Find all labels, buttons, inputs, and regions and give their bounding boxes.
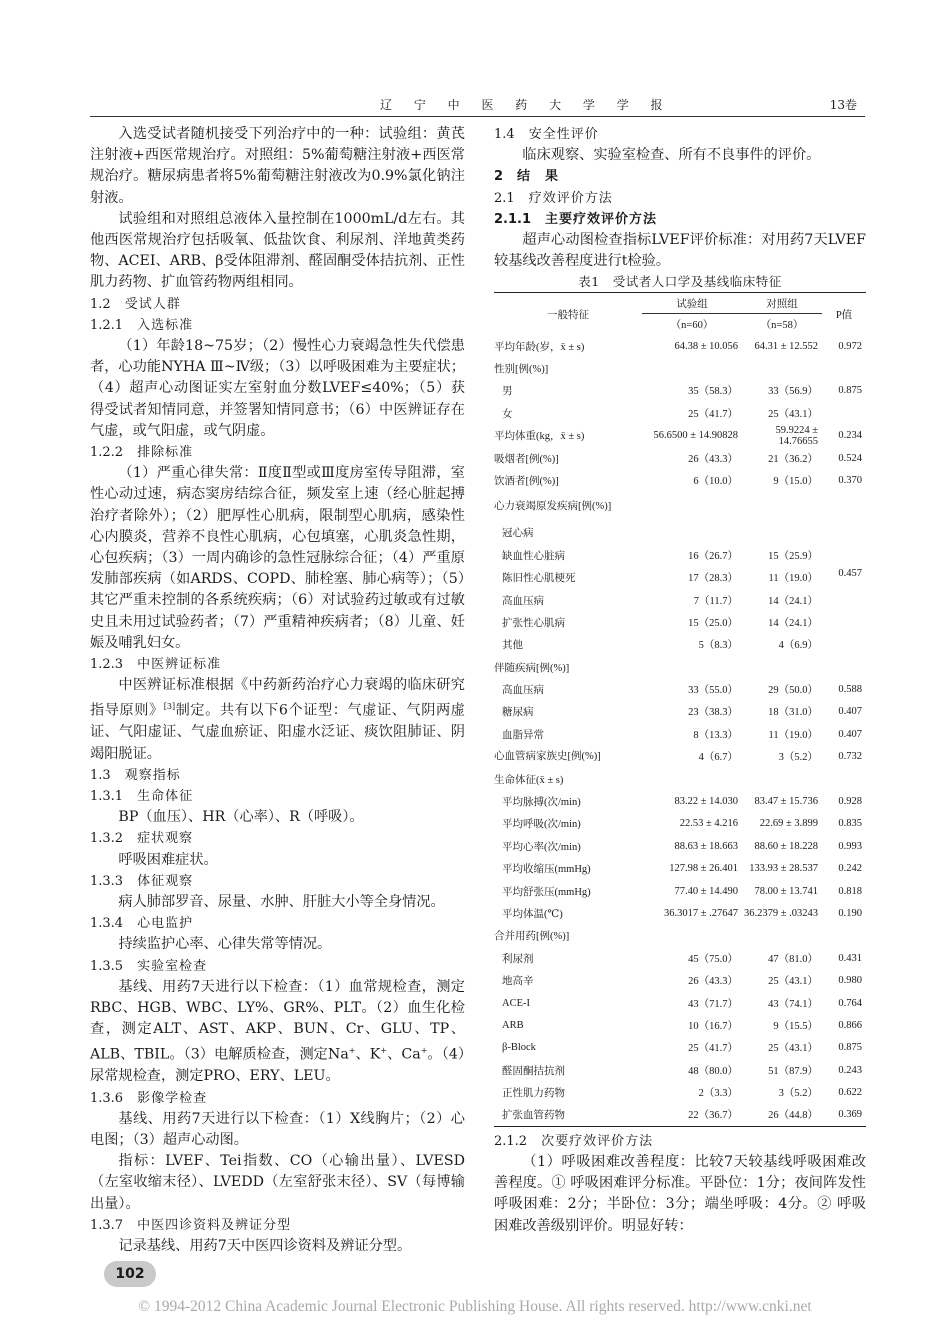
table-row	[494, 925, 866, 947]
table-cell-p: 0.457	[838, 568, 862, 580]
table-cell-g2: 33（56.9）	[768, 386, 818, 398]
table-row	[494, 768, 866, 790]
table-cell-label: 扩张性心肌病	[502, 617, 565, 629]
table-cell-g1: 2（3.3）	[698, 1088, 738, 1100]
table-row	[494, 790, 866, 812]
table-row	[494, 402, 866, 424]
table-cell-label: 心血管病家族史[例(%)]	[494, 751, 601, 763]
paragraph-secondary-efficacy: （1）呼吸困难改善程度：比较7天较基线呼吸困难改善程度。① 呼吸困难评分标准。平卧位：1分；夜间阵发性呼吸困难：2分；半卧位：3分；端坐呼吸：4分。② 呼吸困难改善级别评价。明显好转：	[494, 1153, 866, 1234]
paragraph-exclusion: （1）严重心律失常：Ⅱ度Ⅱ型或Ⅲ度房室传导阻滞，室性心动过速，病态窦房结综合征，频发室上速（经心脏起搏治疗者除外）；（2）肥厚性心肌病，限制型心肌病，感染性心内膜炎，营养不良性心肌病，心包填塞，心肌炎急性期，心包疾病；（3）一周内确诊的急性冠脉综合征；（4）严重原发肺部疾病（如ARDS、COPD、肺栓塞、肺心病等）；（5）其它严重未控制的各系统疾病；（6）对试验药过敏或有过敏史且未用过试验药者；（7）严重精神疾病者；（8）儿童、妊娠及哺乳妇女。	[90, 465, 465, 651]
table-cell-g1	[642, 768, 742, 790]
table-row	[494, 335, 866, 357]
table-cell-label: 扩张血管药物	[494, 1104, 642, 1126]
table-row	[494, 447, 866, 469]
table-cell-g1: 26（43.3）	[688, 453, 738, 465]
paragraph-safety: 临床观察、实验室检查、所有不良事件的评价。	[522, 147, 821, 164]
table-row	[494, 589, 866, 611]
paragraph-fluid: 试验组和对照组总液体入量控制在1000mL/d左右。其他西医常规治疗包括吸氧、低盐饮食、利尿剂、洋地黄类药物、ACEI、ARB、β受体阻滞剂、醛固酮受体拮抗剂、正性肌力药物、扩血管药物两组相同。	[90, 210, 465, 291]
table-cell-p: 0.234	[838, 430, 862, 442]
table-cell-g2: 3（5.2）	[778, 1088, 818, 1100]
baseline-characteristics-table	[494, 292, 866, 1126]
table-row	[494, 544, 866, 566]
table-row	[494, 611, 866, 633]
table-cell-g2: 21（36.2）	[768, 453, 818, 465]
table-cell-p: 0.407	[838, 706, 862, 718]
table-row	[494, 902, 866, 924]
table-row	[494, 1014, 866, 1036]
table-cell-g2: 25（43.1）	[768, 976, 818, 988]
table-cell-g2: 64.31 ± 12.552	[754, 340, 818, 352]
table-cell-label: 吸烟者[例(%)]	[494, 453, 559, 465]
section-heading-1-3: 1.3 观察指标	[90, 767, 181, 783]
table-cell-label: 血脂异常	[502, 729, 544, 741]
table-row	[494, 992, 866, 1014]
volume-label: 13卷	[829, 98, 857, 112]
table-cell-g2: 133.93 ± 28.537	[749, 863, 818, 875]
paragraph-lab: 基线、用药7天进行以下检查：（1）血常规检查，测定RBC、HGB、WBC、LY%、GR%、PLT。（2）血生化检查，测定ALT、AST、AKP、BUN、Cr、GLU、TP、ALB、TBIL。（3）电解质检查，测定Na+、K+、Ca+。（4）尿常规检查，测定PRO、ERY、LEU。	[90, 978, 465, 1085]
table-cell-g1: 25（41.7）	[688, 408, 738, 420]
table-cell-g1: 43（71.7）	[688, 998, 738, 1010]
table-row	[494, 678, 866, 700]
table-cell-label: 平均呼吸(次/min)	[502, 819, 581, 831]
table-cell-label: 陈旧性心肌梗死	[502, 573, 576, 585]
table-cell-g1	[642, 357, 742, 379]
table-cell-g1	[642, 656, 742, 678]
left-column	[90, 124, 465, 1257]
table-row	[494, 858, 866, 880]
table-cell-p: 0.972	[838, 340, 862, 352]
table-cell-p: 0.370	[838, 474, 862, 486]
table-cell-g1: 22（36.7）	[642, 1104, 742, 1126]
table-cell-label: 平均体温(℃)	[502, 908, 563, 920]
table-row	[494, 469, 866, 491]
table-cell-label: 正性肌力药物	[502, 1088, 565, 1100]
table-cell-p: 0.764	[838, 997, 862, 1009]
table-cell-g1: 7（11.7）	[693, 595, 738, 607]
table-cell-g2: 14（24.1）	[768, 595, 818, 607]
table-cell-p: 0.980	[838, 975, 862, 987]
table-row	[494, 880, 866, 902]
table-cell-g2: 14（24.1）	[768, 617, 818, 629]
table-cell-g1: 25（41.7）	[688, 1043, 738, 1055]
section-heading-1-3-1: 1.3.1 生命体征	[90, 789, 194, 805]
table-cell-g1: 23（38.3）	[688, 707, 738, 719]
section-heading-1-2-2: 1.2.2 排除标准	[90, 445, 194, 461]
table-header-characteristic: 一般特征	[494, 293, 642, 335]
table-cell-g1: 36.3017 ± .27647	[663, 907, 738, 919]
table-header-n-trial: （n=60）	[670, 320, 714, 332]
table-cell-p	[822, 925, 866, 947]
table-cell-g2: 83.47 ± 15.736	[754, 796, 818, 808]
table-cell-g1: 15（25.0）	[688, 617, 738, 629]
table-cell-label: 平均年龄(岁，x̄ ± s)	[494, 341, 585, 353]
section-heading-1-3-4: 1.3.4 心电监护	[90, 916, 194, 932]
table-cell-g1: 35（58.3）	[688, 386, 738, 398]
section-heading-1-3-3: 1.3.3 体征观察	[90, 873, 194, 889]
table-cell-label: 其他	[502, 640, 523, 652]
table-cell-g2: 9（15.5）	[773, 1020, 818, 1032]
table-cell-label: 平均脉搏(次/min)	[502, 797, 581, 809]
table-header-control-group: 对照组	[742, 293, 822, 314]
table-cell-label: 生命体征(x̄ ± s)	[494, 774, 564, 786]
table-header-n-control: （n=58）	[760, 320, 804, 332]
table-row	[494, 947, 866, 969]
table-cell-p: 0.993	[838, 840, 862, 852]
table-cell-g1: 56.6500 ± 14.90828	[653, 430, 738, 442]
table-cell-label: 男	[502, 386, 513, 398]
table-cell-g1: 64.38 ± 10.056	[674, 340, 738, 352]
table-row	[494, 522, 866, 544]
header-rule	[90, 116, 865, 117]
copyright-footer: © 1994-2012 China Academic Journal Electronic Publishing House. All rights reserved. http://www.cnki.net	[138, 1298, 812, 1315]
table-cell-g1: 16（26.7）	[688, 550, 738, 562]
table-cell-label: 女	[502, 408, 513, 420]
table-cell-p: 0.588	[838, 684, 862, 696]
table-row	[494, 357, 866, 379]
section-heading-2-1: 2.1 疗效评价方法	[494, 190, 613, 206]
table-cell-g2: 88.60 ± 18.228	[754, 840, 818, 852]
paragraph-indices: 指标：LVEF、Tei指数、CO（心输出量）、LVESD（左室收缩末径）、LVEDD（左室舒张末径）、SV（每博输出量）。	[90, 1153, 465, 1212]
paragraph-symptom: 呼吸困难症状。	[118, 851, 218, 868]
table-cell-p: 0.242	[838, 863, 862, 875]
table-cell-p: 0.732	[838, 751, 862, 763]
table-cell-label: 性别[例(%)]	[494, 364, 549, 375]
table-cell-g2: 25（43.1）	[768, 408, 818, 420]
page-number: 102	[104, 1261, 156, 1287]
paragraph-tcm-criteria: 中医辨证标准根据《中药新药治疗心力衰竭的临床研究指导原则》[3]制定。共有以下6个证型：气虚证、气阴两虚证、气阳虚证、气虚血瘀证、阳虚水泛证、痰饮阻肺证、阴竭阳脱证。	[90, 677, 465, 762]
table-cell-g2: 11（19.0）	[768, 573, 818, 585]
table-cell-p: 0.835	[838, 818, 862, 830]
table-row	[494, 1059, 866, 1081]
section-heading-1-3-5: 1.3.5 实验室检查	[90, 958, 208, 974]
table-row	[494, 969, 866, 991]
table-cell-p: 0.369	[822, 1104, 866, 1126]
table-caption: 表1 受试者人口学及基线临床特征	[578, 274, 782, 290]
table-cell-label: ARB	[502, 1019, 524, 1031]
table-cell-p: 0.622	[838, 1087, 862, 1099]
table-header-trial-group: 试验组	[642, 293, 742, 314]
section-heading-2-1-2: 2.1.2 次要疗效评价方法	[494, 1133, 654, 1149]
table-cell-g1: 88.63 ± 18.663	[674, 840, 738, 852]
table-row	[494, 1104, 866, 1126]
table-cell-g1: 4（6.7）	[698, 752, 738, 764]
table-cell-g2	[742, 925, 822, 947]
table-cell-label: ACE-I	[502, 997, 530, 1009]
citation-ref: [3]	[163, 702, 176, 712]
table-cell-label: 高血压病	[502, 685, 544, 697]
paragraph-treatment: 入选受试者随机接受下列治疗中的一种：试验组：黄芪注射液+西医常规治疗。对照组：5%葡萄糖注射液+西医常规治疗。糖尿病患者将5%葡萄糖注射液改为0.9%氯化钠注射液。	[90, 126, 465, 206]
table-cell-g1: 6（10.0）	[693, 475, 738, 487]
table-cell-label: β-Block	[502, 1042, 536, 1054]
section-heading-1-2-1: 1.2.1 入选标准	[90, 317, 194, 333]
table-row	[494, 380, 866, 402]
table-cell-g2: 26（44.8）	[742, 1104, 822, 1126]
table-row	[494, 813, 866, 835]
paragraph-inclusion: （1）年龄18~75岁；（2）慢性心力衰竭急性失代偿患者，心功能NYHA Ⅲ~Ⅳ级；（3）以呼吸困难为主要症状；（4）超声心动图证实左室射血分数LVEF≤40%；（5）获得受试者知情同意，并签署知情同意书；（6）中医辨证存在气虚，或气阳虚，或气阴虚。	[90, 338, 465, 439]
table-cell-label: 缺血性心脏病	[502, 550, 565, 562]
table-cell-label: 平均体重(kg，x̄ ± s)	[494, 431, 585, 443]
table-row	[494, 656, 866, 678]
table-row	[494, 1037, 866, 1059]
paragraph-vital-signs: BP（血压）、HR（心率）、R（呼吸）。	[118, 809, 364, 826]
table-cell-label: 冠心病	[502, 528, 534, 540]
paragraph-primary-efficacy: 超声心动图检查指标LVEF评价标准：对用药7天LVEF较基线改善程度进行t检验。	[494, 232, 866, 270]
table-cell-p: 0.875	[838, 385, 862, 397]
table-cell-g2: 11（19.0）	[768, 729, 818, 741]
table-cell-g2: 78.00 ± 13.741	[754, 885, 818, 897]
table-cell-p: 0.875	[838, 1042, 862, 1054]
journal-title: 辽 宁 中 医 药 大 学 学 报	[380, 98, 672, 112]
table-cell-g1: 77.40 ± 14.490	[674, 885, 738, 897]
table-cell-p: 0.190	[838, 907, 862, 919]
table-cell-label: 饮酒者[例(%)]	[494, 475, 559, 487]
table-cell-g2: 51（87.9）	[768, 1065, 818, 1077]
table-row	[494, 1081, 866, 1103]
table-row	[494, 492, 866, 522]
table-cell-p	[822, 402, 866, 424]
table-cell-g2: 59.9224 ± 14.76655	[775, 424, 818, 447]
table-cell-g1: 45（75.0）	[688, 953, 738, 965]
table-cell-label: 高血压病	[502, 595, 544, 607]
table-cell-label: 伴随疾病[例(%)]	[494, 662, 570, 674]
section-heading-1-3-2: 1.3.2 症状观察	[90, 831, 194, 847]
paragraph-signs: 病人肺部罗音、尿量、水肿、肝脏大小等全身情况。	[118, 894, 445, 911]
section-heading-1-4: 1.4 安全性评价	[494, 127, 599, 142]
table-cell-label: 地高辛	[502, 976, 534, 988]
running-header	[90, 96, 865, 118]
table-cell-g2: 43（74.1）	[768, 998, 818, 1010]
paragraph-imaging: 基线、用药7天进行以下检查：（1）X线胸片；（2）心电图；（3）超声心动图。	[90, 1110, 465, 1149]
table-cell-p	[822, 656, 866, 678]
table-row	[494, 566, 866, 588]
table-cell-g1: 48（80.0）	[688, 1065, 738, 1077]
table-cell-g1: 5（8.3）	[698, 640, 738, 652]
table-cell-p: 0.431	[838, 952, 862, 964]
table-cell-g1: 10（16.7）	[688, 1020, 738, 1032]
paragraph-ecg: 持续监护心率、心律失常等情况。	[118, 936, 332, 953]
table-cell-g1: 33（55.0）	[688, 685, 738, 697]
table-cell-g2: 47（81.0）	[768, 953, 818, 965]
table-cell-g2: 4（6.9）	[778, 640, 818, 652]
table-cell-p: 0.818	[838, 885, 862, 897]
right-column	[494, 124, 866, 1237]
table-cell-g2: 9（15.0）	[773, 475, 818, 487]
section-heading-2: 2 结 果	[494, 169, 560, 185]
table-cell-label: 平均心率(次/min)	[502, 841, 581, 853]
table-cell-g1: 8（13.3）	[693, 729, 738, 741]
table-cell-label: 平均收缩压(mmHg)	[502, 864, 591, 876]
table-cell-g2: 29（50.0）	[768, 685, 818, 697]
table-cell-g1: 22.53 ± 4.216	[679, 818, 738, 830]
table-cell-g2: 25（43.1）	[768, 1043, 818, 1055]
section-heading-1-3-7: 1.3.7 中医四诊资料及辨证分型	[90, 1217, 292, 1233]
table-cell-g2	[742, 656, 822, 678]
table-cell-label: 心力衰竭原发疾病[例(%)]	[494, 501, 612, 513]
table-cell-label: 醛固酮拮抗剂	[502, 1065, 565, 1077]
table-cell-p	[822, 357, 866, 379]
table-cell-g1: 26（43.3）	[688, 976, 738, 988]
table-cell-g2: 22.69 ± 3.899	[759, 818, 818, 830]
section-heading-2-1-1: 2.1.1 主要疗效评价方法	[494, 211, 658, 227]
table-row	[494, 723, 866, 745]
section-heading-1-2: 1.2 受试人群	[90, 296, 181, 312]
table-cell-label: 平均舒张压(mmHg)	[502, 886, 591, 898]
table-header-p-value: P值	[822, 293, 866, 335]
table-cell-g2	[742, 768, 822, 790]
table-row	[494, 746, 866, 768]
section-heading-1-3-6: 1.3.6 影像学检查	[90, 1090, 208, 1106]
table-row	[494, 835, 866, 857]
table-cell-g1: 127.98 ± 26.401	[669, 863, 738, 875]
table-cell-p: 0.928	[838, 796, 862, 808]
table-cell-g2: 3（5.2）	[778, 752, 818, 764]
table-cell-g2: 36.2379 ± .03243	[743, 907, 818, 919]
section-heading-1-2-3: 1.2.3 中医辨证标准	[90, 657, 222, 673]
table-cell-p	[822, 768, 866, 790]
table-cell-p: 0.243	[838, 1064, 862, 1076]
table-cell-g2: 15（25.9）	[768, 550, 818, 562]
table-cell-p: 0.407	[838, 728, 862, 740]
table-cell-label: 糖尿病	[502, 707, 534, 719]
paragraph-tcm-four: 记录基线、用药7天中医四诊资料及辨证分型。	[118, 1238, 412, 1255]
table-cell-g2: 18（31.0）	[768, 707, 818, 719]
table-row	[494, 701, 866, 723]
table-row	[494, 424, 866, 446]
table-cell-g1: 17（28.3）	[688, 573, 738, 585]
table-cell-p: 0.524	[838, 452, 862, 464]
table-row	[494, 634, 866, 656]
table-cell-g2	[742, 357, 822, 379]
table-cell-g1: 83.22 ± 14.030	[674, 796, 738, 808]
table-cell-label: 合并用药[例(%)]	[494, 931, 570, 943]
table-cell-label: 利尿剂	[502, 953, 534, 965]
table-cell-g1	[642, 925, 742, 947]
table-cell-p: 0.866	[838, 1019, 862, 1031]
